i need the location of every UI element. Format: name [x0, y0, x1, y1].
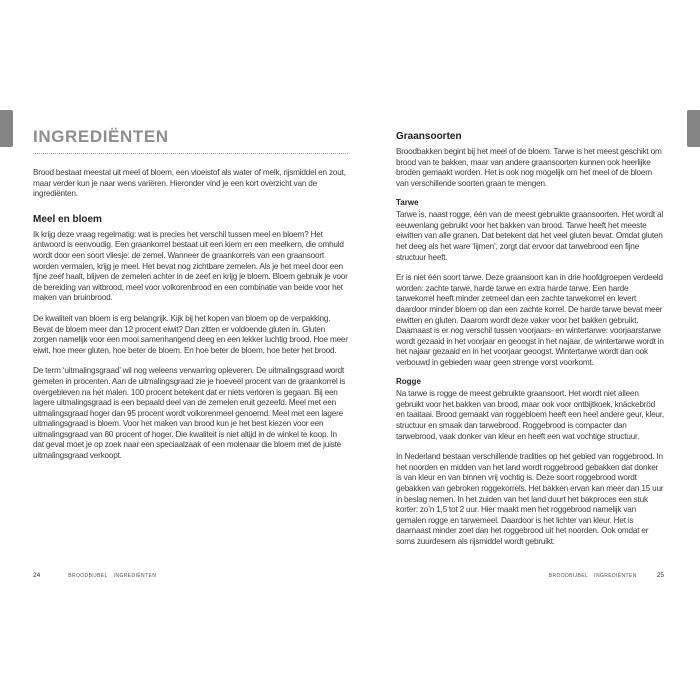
- paragraph-meel-en-bloem-3: De term ‘uitmalingsgraad’ wil nog weleens verwarring opleveren. De uitmalingsgraad wordt gemeten in procenten. Aan de uitmalingsgraad zie je hoeveel procent van de graankorrel is overgebleven na het malen. 100 procent betekent dat er niets verloren is gegaan. Bij een lagere uitmalingsgraad is een bepaald deel van de zemelen eruit gezeefd. Meel met een uitmalingsgraad hoger dan 95 procent wordt volkorenmeel genoemd. Meel met een lagere uitmalingsgraad is bloem. Voor het maken van brood kun je het best kiezen voor een uitmalingsgraad van 80 procent of hoger. Die kwaliteit is niet altijd in de winkel te koop. In dat geval moet je op zoek naar een speciaalzaak of een molenaar die bloem met de juiste uitmalingsgraad verkoopt.: [33, 366, 346, 461]
- dotted-rule: [33, 153, 348, 154]
- running-head-chapter: INGREDIËNTEN: [113, 573, 157, 579]
- paragraph-rogge-1: Na tarwe is rogge de meest gebruikte graansoort. Het wordt niet alleen gebruikt voor het bakken van brood, maar ook voor ontbijtkoek, knäckebröd en taaitaai. Brood gemaakt van roggebloem heeft een heel andere geur, kleur, structuur en smaak dan tarwebrood. Roggebrood is compacter dan tarwebrood, vaak donker van kleur en heeft een wat vochtige structuur.: [396, 389, 664, 441]
- paragraph-meel-en-bloem-1: Ik krijg deze vraag regelmatig: wat is precies het verschil tussen meel en bloem? Het antwoord is eenvoudig. Een graankorrel bestaat uit een kiem en een meelkern, die omhuld wordt door een soort vliesje: de zemel. Wanneer de graankorrels van een graansoort worden vermalen, krijg je meel. Het bevat nog zichtbare zemelen. Als je het meel door een fijne zeef haalt, blijven de zemelen achter in de zeef en krijg je bloem. Bloem gebruik je voor de bereiding van witbrood, meel voor volkorenbrood en een combinatie van beide voor het maken van bruinbrood.: [33, 229, 348, 303]
- paragraph-tarwe-2: Er is niet één soort tarwe. Deze graansoort kan in drie hoofdgroepen verdeeld worden: zachte tarwe, harde tarwe en extra harde tarwe. Een harde tarwekorrel heeft minder zetmeel dan een zachte tarwekorrel en levert daardoor minder bloem op dan een zachte korrel. De harde tarwe bevat meer eiwitten en gluten. Daarom wordt deze vaker voor het bakken gebruikt. Daarnaast is er nog verschil tussen voorjaars- en wintertarwe: voorjaarstarwe wordt gezaaid in het voorjaar en geoogst in het najaar, de wintertarwe wordt in het najaar gezaaid en in het voorjaar geoogst. Wintertarwe wordt dan ook verbouwd in gebieden waar geen strenge vorst voorkomt.: [396, 273, 664, 367]
- page-left: [33, 128, 348, 472]
- paragraph-graansoorten-intro: Broodbakken begint bij het meel of de bloem. Tarwe is het meest geschikt om brood van te bakken, maar van andere graansoorten kunnen ook heerlijke broden gemaakt worden. Het is ook nog mogelijk om het meel of de bloem van verschillende soorten graan te mengen.: [396, 147, 662, 188]
- running-head-chapter: INGREDIËNTEN: [594, 573, 637, 579]
- subheading-rogge: Rogge: [396, 377, 421, 387]
- running-head-book-title: BROODBIJBEL: [548, 573, 589, 579]
- page-right: [396, 131, 664, 558]
- subheading-tarwe: Tarwe: [396, 198, 419, 208]
- paragraph-meel-en-bloem-2: De kwaliteit van bloem is erg belangrijk. Kijk bij het kopen van bloem op de verpakking. Bevat de bloem meer dan 12 procent eiwit? Dan zitten er voldoende gluten in. Gluten zorgen namelijk voor een mooi samenhangend deeg en een lekker luchtig brood. Hoe meer eiwit, hoe meer gluten, hoe beter de bloem. En hoe beter de bloem, hoe beter het brood.: [33, 313, 348, 355]
- section-heading-meel-en-bloem: Meel en bloem: [33, 213, 102, 225]
- page-footer-right: [396, 572, 664, 579]
- chapter-title: INGREDIËNTEN: [33, 127, 169, 146]
- running-head-left: [68, 573, 156, 579]
- page-footer-left: [33, 572, 348, 579]
- running-head-book-title: BROODBIJBEL: [68, 573, 108, 579]
- running-head-right: [549, 573, 637, 579]
- paragraph-tarwe-1: Tarwe is, naast rogge, één van de meest gebruikte graansoorten. Het wordt al eeuwenlang gebruikt voor het bakken van brood. Tarwe heeft het meeste eiwitten van alle granen. Dat betekent dat het veel gluten bevat. Omdat gluten het deeg als het ware ‘lijmen’, zorgt dat ervoor dat tarwebrood een fijne structuur heeft.: [396, 210, 663, 262]
- chapter-edge-tab-right: [687, 110, 700, 147]
- page-number-right: 25: [656, 572, 664, 579]
- page-number-left: 24: [33, 572, 41, 579]
- chapter-edge-tab-left: [0, 110, 13, 147]
- chapter-intro: Brood bestaat meestal uit meel of bloem, een vloeistof als water of melk, rijsmiddel en zout, maar verder kun je naar wens variëren. Hieronder vind je een kort overzicht van de ingrediënten.: [33, 168, 346, 199]
- paragraph-rogge-2: In Nederland bestaan verschillende tradities op het gebied van roggebrood. In het noorden en midden van het land wordt roggebrood gebakken dat donker is van kleur en van binnen vrij vochtig is. Deze soort roggebrood wordt gebakken van gebroken roggekorrels. Het bakken ervan kan meer dan 15 uur in beslag nemen. In het zuiden van het land duurt het bakproces een stuk korter: zo’n 1,5 tot 2 uur. Hier maakt men het roggebrood namelijk van gemalen rogge en tarwemeel. Daardoor is het lichter van kleur. Het is daarnaast minder zoet dan het roggebrood uit het noorden. Ook omdat er soms zuurdesem als rijsmiddel wordt gebruikt.: [396, 452, 664, 546]
- section-heading-graansoorten: Graansoorten: [396, 131, 462, 142]
